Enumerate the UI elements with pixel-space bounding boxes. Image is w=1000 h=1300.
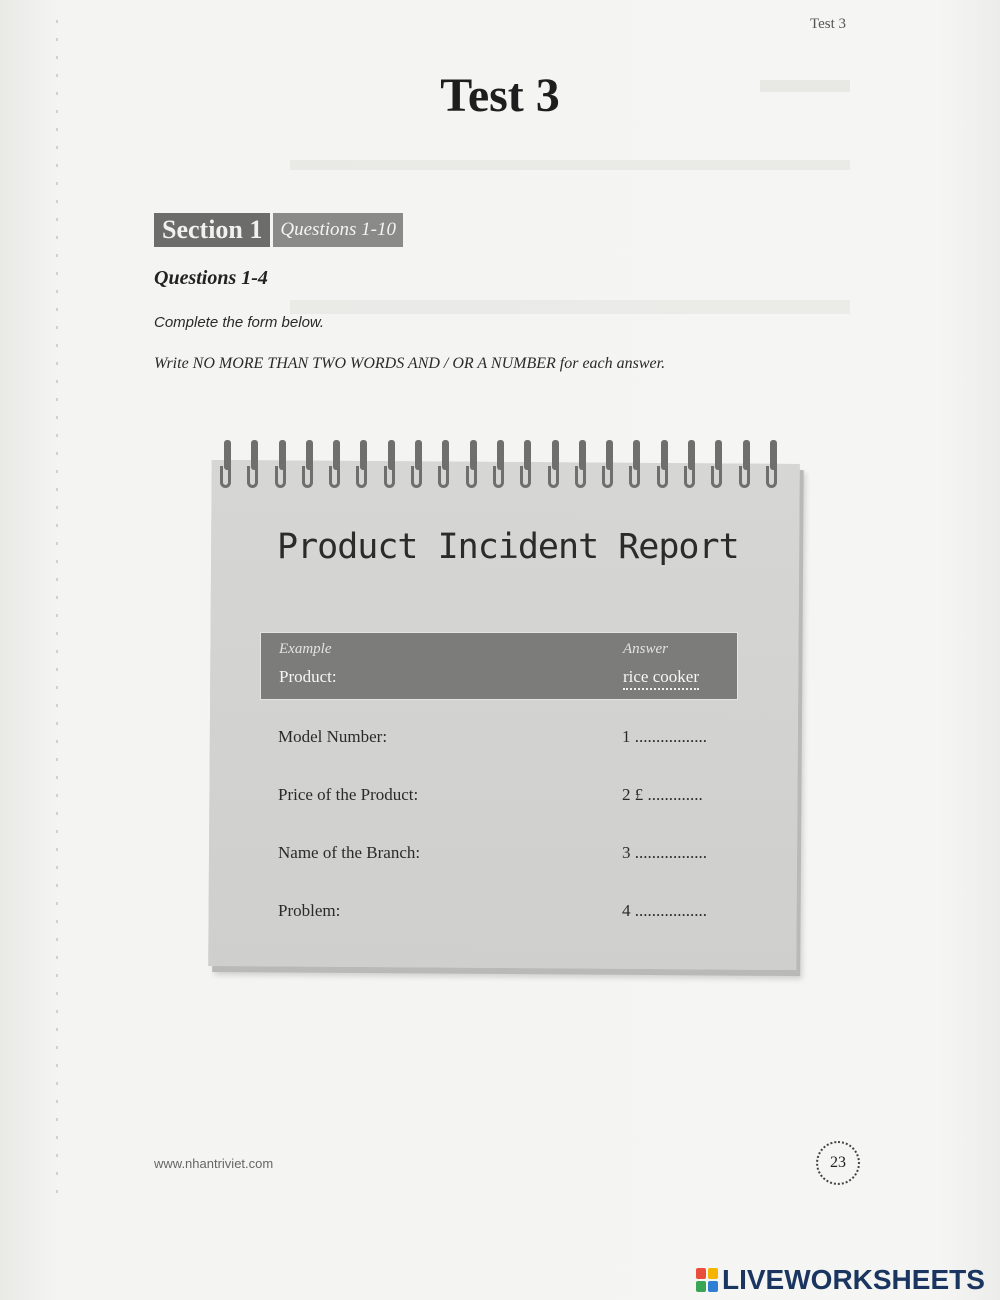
spiral-ring [438,440,452,496]
liveworksheets-brand [696,1264,985,1296]
instruction-word-limit: Write NO MORE THAN TWO WORDS AND / OR A NUMBER for each answer. [154,355,666,372]
section-label: Section 1 [154,213,270,247]
spiral-ring [602,440,616,496]
spiral-ring [220,440,234,496]
spiral-ring [520,440,534,496]
example-field-label: Product: [279,667,337,686]
page-title: Test 3 [440,69,560,122]
brand-name: LIVEWORKSHEETS [722,1264,985,1295]
spiral-ring [575,440,589,496]
spiral-ring [657,440,671,496]
bleed-through-mark [290,300,850,314]
spiral-ring [247,440,261,496]
section-question-range: Questions 1-10 [273,213,403,247]
field-label-branch: Name of the Branch: [278,843,421,862]
spiral-ring [711,440,725,496]
instruction-complete-form: Complete the form below. [154,314,325,331]
spiral-ring [411,440,425,496]
answer-blank-3[interactable]: 3 ................. [622,843,707,862]
spiral-ring [684,440,698,496]
logo-square [708,1281,718,1292]
field-label-problem: Problem: [278,901,341,920]
section-header [154,213,403,247]
spiral-ring [275,440,289,496]
logo-square [696,1281,706,1292]
spiral-ring [466,440,480,496]
spiral-ring [356,440,370,496]
field-label-price: Price of the Product: [278,785,419,804]
example-row [260,632,738,700]
bleed-through-mark [290,160,850,170]
page-edge-marks [56,20,58,1200]
spiral-ring [548,440,562,496]
spiral-ring [384,440,398,496]
questions-heading: Questions 1-4 [154,267,268,289]
spiral-ring [329,440,343,496]
spiral-binding [220,440,780,496]
example-answer: rice cooker [623,667,699,690]
spiral-ring [766,440,780,496]
logo-square [696,1268,706,1279]
spiral-ring [629,440,643,496]
liveworksheets-logo-icon [696,1268,718,1292]
answer-blank-2[interactable]: 2 £ ............. [622,785,703,804]
footer-url: www.nhantriviet.com [154,1156,274,1171]
answer-blank-1[interactable]: 1 ................. [622,727,707,746]
spiral-ring [493,440,507,496]
answer-blank-4[interactable]: 4 ................. [622,901,707,920]
form-title: Product Incident Report [277,527,739,567]
page-number: 23 [816,1141,860,1185]
example-label: Example [279,641,332,657]
running-head: Test 3 [809,16,846,32]
spiral-ring [739,440,753,496]
field-label-model-number: Model Number: [278,727,388,746]
answer-label: Answer [623,641,668,657]
spiral-ring [302,440,316,496]
logo-square [708,1268,718,1279]
